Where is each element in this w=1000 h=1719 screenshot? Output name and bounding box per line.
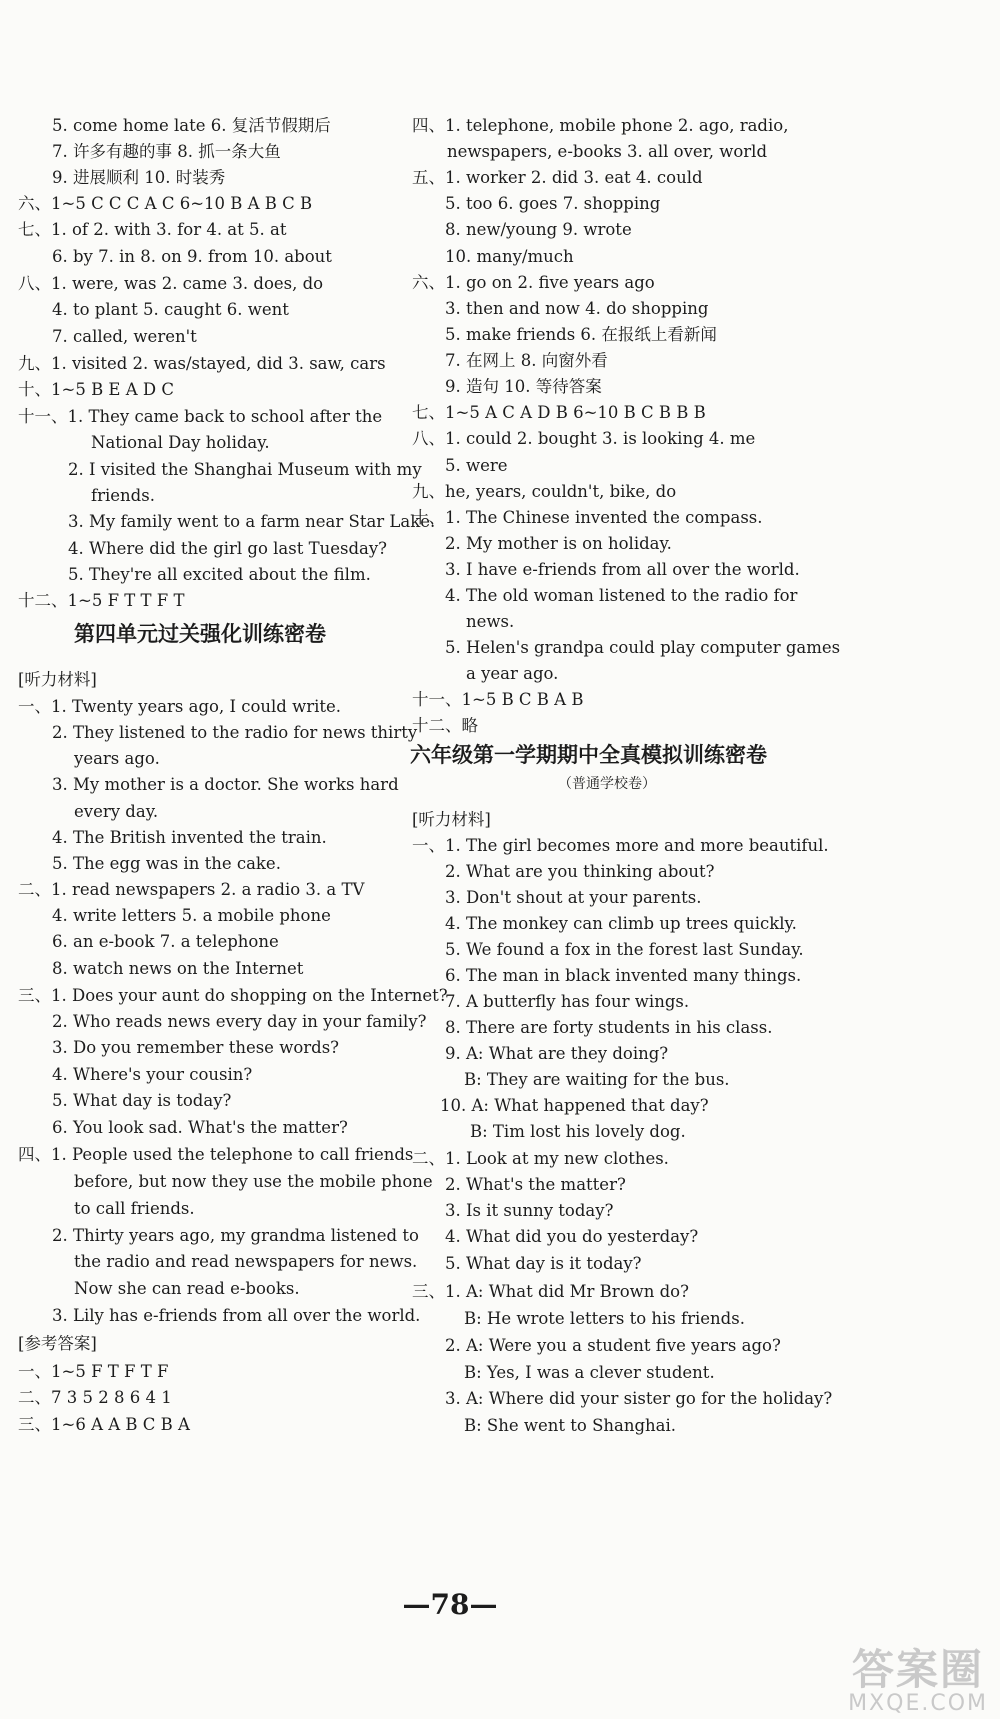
answer-line: 5. Helen's grandpa could play computer games (445, 638, 841, 657)
answer-line: 2. What are you thinking about? (445, 862, 715, 881)
page-number: —78— (402, 1588, 498, 1621)
answer-line: 九、1. visited 2. was/stayed, did 3. saw, cars (18, 354, 386, 373)
answer-line: 3. My mother is a doctor. She works hard (52, 775, 399, 794)
answer-line: news. (466, 612, 515, 631)
answer-line: B: Tim lost his lovely dog. (470, 1122, 686, 1141)
answer-line: newspapers, e-books 3. all over, world (447, 142, 768, 161)
answer-line: 三、1~6 A A B C B A (18, 1415, 190, 1434)
answer-line: 3. I have e-friends from all over the world. (445, 560, 800, 579)
answer-line: 5. The egg was in the cake. (52, 854, 281, 873)
answer-line: 五、1. worker 2. did 3. eat 4. could (412, 168, 703, 187)
answer-line: 5. make friends 6. 在报纸上看新闻 (445, 325, 717, 344)
answer-line: 八、1. were, was 2. came 3. does, do (18, 274, 324, 293)
answer-line: 3. Don't shout at your parents. (445, 888, 702, 907)
answer-line: 二、7 3 5 2 8 6 4 1 (18, 1388, 172, 1407)
answer-line: [听力材料] (412, 810, 491, 829)
answer-line: every day. (74, 802, 159, 821)
answer-line: 四、1. telephone, mobile phone 2. ago, radio, (412, 116, 789, 135)
answer-line: 六、1~5 C C C A C 6~10 B A B C B (18, 194, 313, 213)
answer-line: 三、1. Does your aunt do shopping on the Internet? (18, 986, 448, 1005)
answer-line: 3. then and now 4. do shopping (445, 299, 709, 318)
answer-line: 四、1. People used the telephone to call friends (18, 1145, 414, 1164)
answer-line: 一、1~5 F T F T F (18, 1362, 169, 1381)
answer-line: 7. called, weren't (52, 327, 197, 346)
answer-line: 3. Is it sunny today? (445, 1201, 614, 1220)
answer-line: 2. They listened to the radio for news thirty (52, 723, 418, 742)
answer-line: 2. Thirty years ago, my grandma listened to (52, 1226, 419, 1245)
answer-line: 一、1. The girl becomes more and more beautiful. (412, 836, 829, 855)
answer-line: 8. new/young 9. wrote (445, 220, 632, 239)
answer-line: 5. come home late 6. 复活节假期后 (52, 116, 331, 135)
answer-line: 6. an e-book 7. a telephone (52, 932, 279, 951)
answer-line: to call friends. (74, 1199, 195, 1218)
answer-line: 4. The old woman listened to the radio for (445, 586, 798, 605)
answer-line: B: They are waiting for the bus. (464, 1070, 730, 1089)
answer-line: B: She went to Shanghai. (464, 1416, 677, 1435)
answer-line: 5. were (445, 456, 508, 475)
answer-line: 十二、1~5 F T T F T (18, 591, 185, 610)
answer-line: 7. 在网上 8. 向窗外看 (445, 351, 608, 370)
answer-line: before, but now they use the mobile phone (74, 1172, 433, 1191)
answer-line: 6. You look sad. What's the matter? (52, 1118, 348, 1137)
answer-line: 十、1. The Chinese invented the compass. (412, 508, 763, 527)
answer-line: 3. Lily has e-friends from all over the world. (52, 1306, 421, 1325)
answer-line: 九、he, years, couldn't, bike, do (412, 482, 677, 501)
answer-line: years ago. (74, 749, 160, 768)
watermark-url: MXQE.COM (848, 1691, 988, 1717)
answer-line: 9. 造句 10. 等待答案 (445, 377, 602, 396)
answer-line: 2. I visited the Shanghai Museum with my (68, 460, 422, 479)
answer-line: 3. Do you remember these words? (52, 1038, 340, 1057)
answer-line: 4. write letters 5. a mobile phone (52, 906, 331, 925)
answer-line: 8. There are forty students in his class. (445, 1018, 773, 1037)
answer-line: 4. Where did the girl go last Tuesday? (68, 539, 388, 558)
answer-line: 4. to plant 5. caught 6. went (52, 300, 289, 319)
answer-line: 二、1. read newspapers 2. a radio 3. a TV (18, 880, 365, 899)
answer-line: 2. A: Were you a student five years ago? (445, 1336, 781, 1355)
answer-line: National Day holiday. (91, 433, 270, 452)
answer-line: 6. The man in black invented many things. (445, 966, 802, 985)
answer-line: 八、1. could 2. bought 3. is looking 4. me (412, 429, 756, 448)
answer-line: 2. Who reads news every day in your family? (52, 1012, 427, 1031)
answer-line: 10. A: What happened that day? (440, 1096, 709, 1115)
answer-line: friends. (91, 486, 155, 505)
section-subtitle: （普通学校卷） (558, 776, 656, 792)
answer-line: 二、1. Look at my new clothes. (412, 1149, 669, 1168)
answer-line: 7. A butterfly has four wings. (445, 992, 690, 1011)
answer-line: the radio and read newspapers for news. (74, 1252, 418, 1271)
answer-line: 一、1. Twenty years ago, I could write. (18, 697, 342, 716)
answer-line: 4. The monkey can climb up trees quickly. (445, 914, 797, 933)
answer-line: 七、1~5 A C A D B 6~10 B C B B B (412, 403, 706, 422)
answer-line: 3. A: Where did your sister go for the holiday? (445, 1389, 833, 1408)
section-heading: 第四单元过关强化训练密卷 (74, 621, 326, 646)
answer-line: 5. What day is it today? (445, 1254, 642, 1273)
answer-line: a year ago. (466, 664, 559, 683)
answer-line: 8. watch news on the Internet (52, 959, 304, 978)
answer-line: 十一、1~5 B C B A B (412, 690, 584, 709)
answer-line: 9. 进展顺利 10. 时装秀 (52, 168, 226, 187)
answer-line: 七、1. of 2. with 3. for 4. at 5. at (18, 220, 287, 239)
answer-line: 三、1. A: What did Mr Brown do? (412, 1282, 689, 1301)
answer-line: 十、1~5 B E A D C (18, 380, 174, 399)
answer-line: 9. A: What are they doing? (445, 1044, 669, 1063)
answer-line: 4. What did you do yesterday? (445, 1227, 699, 1246)
watermark-logo (848, 1645, 988, 1717)
answer-line: [听力材料] (18, 670, 97, 689)
answer-line: Now she can read e-books. (74, 1279, 300, 1298)
answer-line: [参考答案] (18, 1334, 97, 1353)
answer-line: 5. What day is today? (52, 1091, 232, 1110)
answer-line: 7. 许多有趣的事 8. 抓一条大鱼 (52, 142, 281, 161)
answer-line: 2. My mother is on holiday. (445, 534, 672, 553)
answer-line: 5. We found a fox in the forest last Sunday. (445, 940, 804, 959)
answer-line: 5. They're all excited about the film. (68, 565, 371, 584)
answer-line: 5. too 6. goes 7. shopping (445, 194, 661, 213)
section-heading: 六年级第一学期期中全真模拟训练密卷 (410, 742, 767, 767)
answer-line: B: He wrote letters to his friends. (464, 1309, 745, 1328)
watermark-text: 答案圈 (852, 1645, 985, 1694)
answer-line: 4. The British invented the train. (52, 828, 327, 847)
answer-line: 6. by 7. in 8. on 9. from 10. about (52, 247, 332, 266)
answer-line: 3. My family went to a farm near Star Lake. (68, 512, 436, 531)
answer-line: 十二、略 (412, 716, 478, 735)
answer-line: 六、1. go on 2. five years ago (412, 273, 655, 292)
answer-line: 2. What's the matter? (445, 1175, 626, 1194)
answer-line: 4. Where's your cousin? (52, 1065, 253, 1084)
answer-line: B: Yes, I was a clever student. (464, 1363, 715, 1382)
answer-line: 十一、1. They came back to school after the (18, 407, 383, 426)
answer-line: 10. many/much (445, 247, 574, 266)
